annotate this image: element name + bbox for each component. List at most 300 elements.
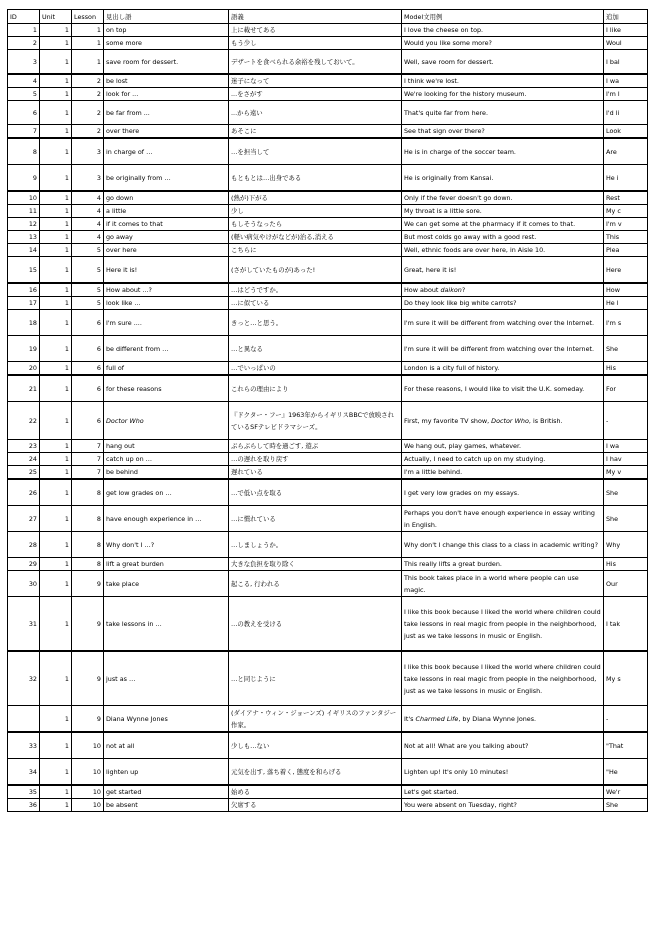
cell-meaning[interactable]: …しましょうか。 (229, 532, 402, 558)
cell-example[interactable]: We hang out, play games, whatever. (402, 440, 604, 453)
cell-lesson[interactable]: 2 (72, 125, 104, 139)
cell-example[interactable]: Great, here it is! (402, 257, 604, 284)
cell-meaning[interactable]: きっと…と思う。 (229, 310, 402, 336)
cell-example[interactable]: Well, save room for dessert. (402, 50, 604, 75)
cell-example[interactable]: For these reasons, I would like to visit the U.K. someday. (402, 375, 604, 402)
cell-unit[interactable]: 1 (40, 440, 72, 453)
cell-id[interactable]: 5 (8, 88, 40, 101)
cell-meaning[interactable]: …で低い点を取る (229, 479, 402, 506)
table-row (8, 257, 648, 284)
cell-example[interactable]: I like this book because I liked the world where children could take lessons in real magic from people in the neighborhood, just as we take lessons in music or English. (402, 597, 604, 652)
cell-example[interactable]: This book takes place in a world where people can use magic. (402, 571, 604, 597)
cell-example[interactable]: I'm a little behind. (402, 466, 604, 480)
cell-meaning[interactable]: 少しも…ない (229, 732, 402, 759)
cell-headword[interactable]: be lost (104, 74, 229, 88)
cell-headword[interactable]: be originally from … (104, 165, 229, 192)
cell-lesson[interactable]: 8 (72, 532, 104, 558)
cell-id[interactable]: 4 (8, 74, 40, 88)
cell-lesson[interactable]: 10 (72, 785, 104, 799)
cell-meaning[interactable]: 始める (229, 785, 402, 799)
cell-id[interactable]: 25 (8, 466, 40, 480)
cell-meaning[interactable]: デザートを食べられる余裕を残しておいて。 (229, 50, 402, 75)
cell-additional[interactable]: - (604, 402, 648, 440)
cell-additional[interactable]: "That (604, 732, 648, 759)
cell-lesson[interactable]: 3 (72, 138, 104, 165)
cell-meaning[interactable]: ぶらぶらして時を過ごす, 遊ぶ (229, 440, 402, 453)
cell-unit[interactable]: 1 (40, 402, 72, 440)
cell-meaning[interactable]: 大きな負担を取り除く (229, 558, 402, 571)
table-row (8, 706, 648, 733)
cell-headword[interactable]: in charge of … (104, 138, 229, 165)
table-row (8, 24, 648, 37)
cell-additional[interactable]: I'm s (604, 310, 648, 336)
table-row (8, 651, 648, 706)
cell-meaning[interactable]: …の教えを受ける (229, 597, 402, 652)
cell-lesson[interactable]: 8 (72, 558, 104, 571)
cell-meaning[interactable]: …に似ている (229, 297, 402, 310)
cell-headword[interactable]: catch up on … (104, 453, 229, 466)
cell-example[interactable]: Actually, I need to catch up on my studying. (402, 453, 604, 466)
cell-headword[interactable]: take lessons in … (104, 597, 229, 652)
table-row (8, 205, 648, 218)
cell-lesson[interactable]: 2 (72, 101, 104, 125)
table-row (8, 88, 648, 101)
cell-meaning[interactable]: 迷子になって (229, 74, 402, 88)
cell-lesson[interactable]: 6 (72, 336, 104, 362)
cell-lesson[interactable]: 1 (72, 50, 104, 75)
table-row (8, 125, 648, 139)
cell-meaning[interactable]: これらの理由により (229, 375, 402, 402)
cell-headword[interactable]: I'm sure .... (104, 310, 229, 336)
table-row (8, 231, 648, 244)
cell-example[interactable]: I get very low grades on my essays. (402, 479, 604, 506)
cell-meaning[interactable]: 『ドクター・フー』1963年からイギリスBBCで放映されているSFテレビドラマシーズ。 (229, 402, 402, 440)
cell-meaning[interactable]: 遅れている (229, 466, 402, 480)
cell-id[interactable]: 15 (8, 257, 40, 284)
cell-lesson[interactable]: 6 (72, 402, 104, 440)
cell-example[interactable]: My throat is a little sore. (402, 205, 604, 218)
cell-headword[interactable]: go away (104, 231, 229, 244)
cell-headword[interactable]: over there (104, 125, 229, 139)
table-row (8, 37, 648, 50)
cell-lesson[interactable]: 6 (72, 375, 104, 402)
cell-id[interactable]: 14 (8, 244, 40, 257)
table-row (8, 506, 648, 532)
cell-meaning[interactable]: 少し (229, 205, 402, 218)
cell-id[interactable]: 32 (8, 651, 40, 706)
cell-meaning[interactable]: あそこに (229, 125, 402, 139)
cell-unit[interactable]: 1 (40, 138, 72, 165)
cell-unit[interactable]: 1 (40, 231, 72, 244)
cell-unit[interactable]: 1 (40, 799, 72, 812)
header-lesson[interactable]: Lesson (72, 10, 104, 24)
cell-id[interactable]: 33 (8, 732, 40, 759)
table-row (8, 297, 648, 310)
cell-meaning[interactable]: こちらに (229, 244, 402, 257)
cell-unit[interactable]: 1 (40, 597, 72, 652)
header-meaning[interactable]: 語義 (229, 10, 402, 24)
table-row (8, 165, 648, 192)
cell-id[interactable] (8, 706, 40, 733)
cell-example[interactable]: Perhaps you don't have enough experience in essay writing in English. (402, 506, 604, 532)
cell-lesson[interactable]: 5 (72, 244, 104, 257)
cell-lesson[interactable]: 4 (72, 218, 104, 231)
cell-unit[interactable]: 1 (40, 532, 72, 558)
cell-unit[interactable]: 1 (40, 257, 72, 284)
cell-meaning[interactable]: もしそうなったら (229, 218, 402, 231)
cell-meaning[interactable]: …と同じように (229, 651, 402, 706)
cell-headword[interactable]: have enough experience in … (104, 506, 229, 532)
cell-example[interactable]: Would you like some more? (402, 37, 604, 50)
cell-unit[interactable]: 1 (40, 88, 72, 101)
cell-headword[interactable]: Here it is! (104, 257, 229, 284)
cell-example[interactable]: How about daikon? (402, 283, 604, 297)
cell-lesson[interactable]: 5 (72, 257, 104, 284)
cell-id[interactable]: 12 (8, 218, 40, 231)
cell-lesson[interactable]: 4 (72, 191, 104, 205)
cell-headword[interactable]: be behind (104, 466, 229, 480)
cell-additional[interactable]: Woul (604, 37, 648, 50)
cell-meaning[interactable]: …と異なる (229, 336, 402, 362)
table-row (8, 799, 648, 812)
cell-id[interactable]: 20 (8, 362, 40, 376)
cell-headword[interactable]: not at all (104, 732, 229, 759)
cell-additional[interactable]: His (604, 558, 648, 571)
cell-example[interactable]: Lighten up! It's only 10 minutes! (402, 759, 604, 786)
cell-meaning[interactable]: …を担当して (229, 138, 402, 165)
cell-meaning[interactable]: 上に載せてある (229, 24, 402, 37)
cell-meaning[interactable]: …に慣れている (229, 506, 402, 532)
cell-unit[interactable]: 1 (40, 74, 72, 88)
cell-id[interactable]: 7 (8, 125, 40, 139)
cell-example[interactable]: See that sign over there? (402, 125, 604, 139)
cell-lesson[interactable]: 7 (72, 453, 104, 466)
cell-additional[interactable]: I'd li (604, 101, 648, 125)
cell-additional[interactable]: He l (604, 297, 648, 310)
cell-lesson[interactable]: 1 (72, 24, 104, 37)
cell-example[interactable]: But most colds go away with a good rest. (402, 231, 604, 244)
cell-additional[interactable]: - (604, 706, 648, 733)
cell-additional[interactable]: Rest (604, 191, 648, 205)
cell-meaning[interactable]: ...から遠い (229, 101, 402, 125)
cell-unit[interactable]: 1 (40, 706, 72, 733)
table-row (8, 283, 648, 297)
cell-meaning[interactable]: 起こる, 行われる (229, 571, 402, 597)
table-row (8, 375, 648, 402)
cell-lesson[interactable]: 6 (72, 362, 104, 376)
cell-example[interactable]: I'm sure it will be different from watching over the Internet. (402, 310, 604, 336)
cell-meaning[interactable]: もう少し (229, 37, 402, 50)
cell-lesson[interactable]: 1 (72, 37, 104, 50)
cell-additional[interactable]: Our (604, 571, 648, 597)
cell-meaning[interactable]: ...をさがす (229, 88, 402, 101)
cell-lesson[interactable]: 5 (72, 297, 104, 310)
cell-example[interactable]: Let's get started. (402, 785, 604, 799)
cell-headword[interactable]: How about ...? (104, 283, 229, 297)
cell-unit[interactable]: 1 (40, 297, 72, 310)
cell-lesson[interactable]: 10 (72, 759, 104, 786)
cell-additional[interactable]: For (604, 375, 648, 402)
cell-id[interactable]: 3 (8, 50, 40, 75)
cell-id[interactable]: 28 (8, 532, 40, 558)
cell-headword[interactable]: be far from ... (104, 101, 229, 125)
cell-additional[interactable]: He i (604, 165, 648, 192)
cell-lesson[interactable]: 8 (72, 506, 104, 532)
cell-example[interactable]: First, my favorite TV show, Doctor Who, is British. (402, 402, 604, 440)
cell-example[interactable]: I like this book because I liked the world where children could take lessons in real magic from people in the neighborhood, just as we take lessons in music or English. (402, 651, 604, 706)
table-row (8, 479, 648, 506)
cell-additional[interactable]: My s (604, 651, 648, 706)
cell-lesson[interactable]: 6 (72, 310, 104, 336)
cell-id[interactable]: 26 (8, 479, 40, 506)
cell-id[interactable]: 16 (8, 283, 40, 297)
cell-id[interactable]: 1 (8, 24, 40, 37)
cell-headword[interactable]: get started (104, 785, 229, 799)
cell-lesson[interactable]: 7 (72, 440, 104, 453)
table-row (8, 218, 648, 231)
cell-meaning[interactable]: (熱が)下がる (229, 191, 402, 205)
cell-id[interactable]: 29 (8, 558, 40, 571)
cell-headword[interactable]: go down (104, 191, 229, 205)
cell-id[interactable]: 13 (8, 231, 40, 244)
cell-id[interactable]: 6 (8, 101, 40, 125)
cell-unit[interactable]: 1 (40, 479, 72, 506)
table-row (8, 50, 648, 75)
cell-lesson[interactable]: 10 (72, 732, 104, 759)
cell-example[interactable]: I love the cheese on top. (402, 24, 604, 37)
cell-lesson[interactable]: 9 (72, 571, 104, 597)
cell-additional[interactable]: I hav (604, 453, 648, 466)
cell-unit[interactable]: 1 (40, 362, 72, 376)
cell-headword[interactable]: look for ... (104, 88, 229, 101)
cell-headword[interactable]: some more (104, 37, 229, 50)
cell-additional[interactable]: I wa (604, 440, 648, 453)
cell-meaning[interactable]: (さがしていたものが)あった! (229, 257, 402, 284)
cell-headword[interactable]: Diana Wynne Jones (104, 706, 229, 733)
cell-lesson[interactable]: 4 (72, 205, 104, 218)
cell-additional[interactable]: Are (604, 138, 648, 165)
cell-id[interactable]: 9 (8, 165, 40, 192)
cell-additional[interactable]: Here (604, 257, 648, 284)
cell-lesson[interactable]: 9 (72, 651, 104, 706)
cell-unit[interactable]: 1 (40, 24, 72, 37)
table-row (8, 597, 648, 652)
cell-unit[interactable]: 1 (40, 310, 72, 336)
cell-lesson[interactable]: 8 (72, 479, 104, 506)
cell-unit[interactable]: 1 (40, 785, 72, 799)
cell-unit[interactable]: 1 (40, 50, 72, 75)
cell-headword[interactable]: if it comes to that (104, 218, 229, 231)
cell-additional[interactable]: I'm l (604, 88, 648, 101)
cell-additional[interactable]: I tak (604, 597, 648, 652)
cell-id[interactable]: 22 (8, 402, 40, 440)
cell-example[interactable]: That's quite far from here. (402, 101, 604, 125)
cell-headword[interactable]: full of (104, 362, 229, 376)
cell-id[interactable]: 8 (8, 138, 40, 165)
cell-meaning[interactable]: …でいっぱいの (229, 362, 402, 376)
cell-headword[interactable]: be absent (104, 799, 229, 812)
cell-additional[interactable]: I'm v (604, 218, 648, 231)
table-row (8, 362, 648, 376)
cell-additional[interactable]: Why (604, 532, 648, 558)
cell-additional[interactable]: She (604, 479, 648, 506)
cell-headword[interactable]: just as … (104, 651, 229, 706)
cell-headword[interactable]: over here (104, 244, 229, 257)
cell-headword[interactable]: get low grades on … (104, 479, 229, 506)
cell-meaning[interactable]: もともとは…出身である (229, 165, 402, 192)
cell-unit[interactable]: 1 (40, 558, 72, 571)
cell-additional[interactable]: My c (604, 205, 648, 218)
cell-example[interactable]: Why don't I change this class to a class in academic writing? (402, 532, 604, 558)
table-row (8, 532, 648, 558)
cell-unit[interactable]: 1 (40, 375, 72, 402)
cell-example[interactable]: It's Charmed Life, by Diana Wynne Jones. (402, 706, 604, 733)
table-row (8, 310, 648, 336)
cell-id[interactable]: 21 (8, 375, 40, 402)
cell-unit[interactable]: 1 (40, 651, 72, 706)
header-headword[interactable]: 見出し語 (104, 10, 229, 24)
cell-additional[interactable]: "He (604, 759, 648, 786)
cell-lesson[interactable]: 5 (72, 283, 104, 297)
header-additional[interactable]: 追加 (604, 10, 648, 24)
cell-unit[interactable]: 1 (40, 37, 72, 50)
cell-additional[interactable]: I bal (604, 50, 648, 75)
cell-headword[interactable]: save room for dessert. (104, 50, 229, 75)
cell-unit[interactable]: 1 (40, 165, 72, 192)
cell-example[interactable]: Well, ethnic foods are over here, in Aisle 10. (402, 244, 604, 257)
cell-lesson[interactable]: 2 (72, 88, 104, 101)
cell-unit[interactable]: 1 (40, 506, 72, 532)
cell-unit[interactable]: 1 (40, 453, 72, 466)
cell-headword[interactable]: take place (104, 571, 229, 597)
cell-example[interactable]: We're looking for the history museum. (402, 88, 604, 101)
cell-example[interactable]: Do they look like big white carrots? (402, 297, 604, 310)
cell-additional[interactable]: This (604, 231, 648, 244)
cell-id[interactable]: 19 (8, 336, 40, 362)
cell-id[interactable]: 18 (8, 310, 40, 336)
cell-id[interactable]: 17 (8, 297, 40, 310)
table-row (8, 785, 648, 799)
cell-id[interactable]: 23 (8, 440, 40, 453)
cell-headword[interactable]: a little (104, 205, 229, 218)
cell-lesson[interactable]: 7 (72, 466, 104, 480)
header-model-example[interactable]: Model文用例 (402, 10, 604, 24)
vocabulary-table (7, 9, 648, 812)
cell-additional[interactable]: Plea (604, 244, 648, 257)
cell-example[interactable]: London is a city full of history. (402, 362, 604, 376)
table-row (8, 466, 648, 480)
cell-example[interactable]: Not at all! What are you talking about? (402, 732, 604, 759)
cell-lesson[interactable]: 9 (72, 597, 104, 652)
cell-additional[interactable]: She (604, 336, 648, 362)
header-row (8, 10, 648, 24)
cell-headword[interactable]: on top (104, 24, 229, 37)
cell-lesson[interactable]: 4 (72, 231, 104, 244)
cell-id[interactable]: 11 (8, 205, 40, 218)
cell-id[interactable]: 31 (8, 597, 40, 652)
cell-unit[interactable]: 1 (40, 571, 72, 597)
table-row (8, 74, 648, 88)
table-row (8, 191, 648, 205)
cell-id[interactable]: 27 (8, 506, 40, 532)
cell-example[interactable]: I'm sure it will be different from watching over the Internet. (402, 336, 604, 362)
cell-id[interactable]: 2 (8, 37, 40, 50)
cell-id[interactable]: 36 (8, 799, 40, 812)
cell-lesson[interactable]: 2 (72, 74, 104, 88)
cell-additional[interactable]: How (604, 283, 648, 297)
cell-unit[interactable]: 1 (40, 218, 72, 231)
cell-unit[interactable]: 1 (40, 191, 72, 205)
cell-additional[interactable]: I wa (604, 74, 648, 88)
cell-unit[interactable]: 1 (40, 466, 72, 480)
cell-meaning[interactable]: 元気を出す, 落ち着く, 態度を和らげる (229, 759, 402, 786)
cell-lesson[interactable]: 9 (72, 706, 104, 733)
cell-headword[interactable]: lighten up (104, 759, 229, 786)
table-row (8, 571, 648, 597)
table-row (8, 558, 648, 571)
cell-example[interactable]: You were absent on Tuesday, right? (402, 799, 604, 812)
cell-headword[interactable]: lift a great burden (104, 558, 229, 571)
table-row (8, 336, 648, 362)
cell-additional[interactable]: We'r (604, 785, 648, 799)
cell-headword[interactable]: Doctor Who (104, 402, 229, 440)
cell-example[interactable]: This really lifts a great burden. (402, 558, 604, 571)
cell-meaning[interactable]: (ダイアナ・ウィン・ジョーンズ) イギリスのファンタジー作家。 (229, 706, 402, 733)
cell-unit[interactable]: 1 (40, 283, 72, 297)
cell-meaning[interactable]: …の遅れを取り戻す (229, 453, 402, 466)
table-row (8, 138, 648, 165)
cell-additional[interactable]: She (604, 506, 648, 532)
cell-unit[interactable]: 1 (40, 101, 72, 125)
cell-example[interactable]: Only if the fever doesn't go down. (402, 191, 604, 205)
cell-id[interactable]: 30 (8, 571, 40, 597)
cell-additional[interactable]: His (604, 362, 648, 376)
cell-id[interactable]: 24 (8, 453, 40, 466)
cell-unit[interactable]: 1 (40, 336, 72, 362)
cell-additional[interactable]: Look (604, 125, 648, 139)
cell-meaning[interactable]: (軽い病気やけがなどが)治る,消える (229, 231, 402, 244)
cell-headword[interactable]: look like ... (104, 297, 229, 310)
cell-unit[interactable]: 1 (40, 205, 72, 218)
cell-headword[interactable]: for these reasons (104, 375, 229, 402)
cell-additional[interactable]: I like (604, 24, 648, 37)
cell-additional[interactable]: She (604, 799, 648, 812)
cell-example[interactable]: We can get some at the pharmacy if it comes to that. (402, 218, 604, 231)
cell-id[interactable]: 34 (8, 759, 40, 786)
cell-example[interactable]: He is originally from Kansai. (402, 165, 604, 192)
cell-meaning[interactable]: 欠席する (229, 799, 402, 812)
header-id[interactable]: ID (8, 10, 40, 24)
cell-id[interactable]: 35 (8, 785, 40, 799)
table-row (8, 759, 648, 786)
cell-headword[interactable]: Why don't I …? (104, 532, 229, 558)
cell-unit[interactable]: 1 (40, 732, 72, 759)
cell-unit[interactable]: 1 (40, 244, 72, 257)
cell-unit[interactable]: 1 (40, 759, 72, 786)
cell-meaning[interactable]: …はどうですか。 (229, 283, 402, 297)
cell-additional[interactable]: My v (604, 466, 648, 480)
cell-id[interactable]: 10 (8, 191, 40, 205)
cell-lesson[interactable]: 10 (72, 799, 104, 812)
cell-headword[interactable]: be different from … (104, 336, 229, 362)
cell-headword[interactable]: hang out (104, 440, 229, 453)
header-unit[interactable]: Unit (40, 10, 72, 24)
cell-example[interactable]: I think we're lost. (402, 74, 604, 88)
table-row (8, 732, 648, 759)
cell-unit[interactable]: 1 (40, 125, 72, 139)
cell-lesson[interactable]: 3 (72, 165, 104, 192)
cell-example[interactable]: He is in charge of the soccer team. (402, 138, 604, 165)
